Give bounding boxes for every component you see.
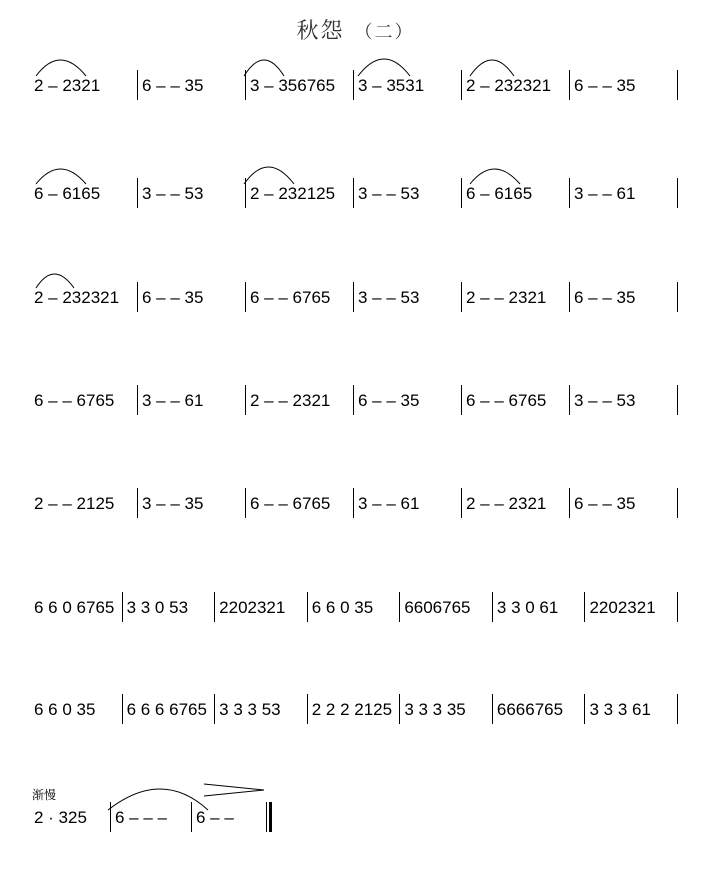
measure: 6 – – – xyxy=(111,802,192,832)
measure: 6 – – xyxy=(196,808,234,827)
measure: 2 – 232321 xyxy=(462,70,570,100)
measure: 2 – – 2125 xyxy=(32,488,138,518)
decrescendo-mark xyxy=(204,784,264,796)
score-row-1 xyxy=(32,70,678,114)
tempo-marking: 渐慢 xyxy=(32,788,57,802)
measure: 6 – – 6765 xyxy=(32,385,138,415)
measure: 2 – 232125 xyxy=(246,178,354,208)
measure: 6 – – 35 xyxy=(570,70,678,100)
measure: 3 3 3 35 xyxy=(400,694,493,724)
measure: 3 – 356765 xyxy=(246,70,354,100)
measure: 3 – – 53 xyxy=(138,178,246,208)
measure: 2 – – 2321 xyxy=(462,488,570,518)
measure: 3 – – 53 xyxy=(354,178,462,208)
measure: 3 – – 53 xyxy=(354,282,462,312)
measure: 6 – – 35 xyxy=(138,282,246,312)
measure: 6 – 6165 xyxy=(32,178,138,208)
measure: 3 – – 61 xyxy=(354,488,462,518)
measure: 6666765 xyxy=(493,694,586,724)
final-barline xyxy=(266,802,272,832)
measure: 6 6 0 35 xyxy=(32,694,123,724)
score-row-8 xyxy=(32,802,272,846)
measure: 6 – – 35 xyxy=(570,488,678,518)
measure: 6 – – 35 xyxy=(138,70,246,100)
title-text: 秋怨 xyxy=(296,19,345,44)
score-row-7 xyxy=(32,694,678,738)
measure: 3 3 3 61 xyxy=(585,694,678,724)
measure: 2 – – 2321 xyxy=(462,282,570,312)
measure: 2 – 2321 xyxy=(32,70,138,100)
page-title xyxy=(0,14,711,45)
measure: 2 2 2 2125 xyxy=(308,694,401,724)
measure: 6 – – 6765 xyxy=(246,488,354,518)
measure: 3 3 0 53 xyxy=(123,592,216,622)
measure: 3 – 3531 xyxy=(354,70,462,100)
measure: 6 – – 35 xyxy=(570,282,678,312)
score-row-2 xyxy=(32,178,678,222)
measure: 6 6 6 6765 xyxy=(123,694,216,724)
measure: 6606765 xyxy=(400,592,493,622)
score-row-4 xyxy=(32,385,678,429)
score-row-5 xyxy=(32,488,678,532)
measure: 6 – – 6765 xyxy=(462,385,570,415)
measure: 2 · 325 xyxy=(32,802,111,832)
measure: 2 – 232321 xyxy=(32,282,138,312)
measure: 6 – – 6765 xyxy=(246,282,354,312)
measure: 6 6 0 6765 xyxy=(32,592,123,622)
measure: 3 – – 61 xyxy=(138,385,246,415)
measure: 3 3 3 53 xyxy=(215,694,308,724)
score-row-3 xyxy=(32,282,678,326)
measure: 6 – – 35 xyxy=(354,385,462,415)
measure: 2 – – 2321 xyxy=(246,385,354,415)
measure: 2202321 xyxy=(215,592,308,622)
measure: 6 6 0 35 xyxy=(308,592,401,622)
measure: 3 – – 61 xyxy=(570,178,678,208)
measure: 3 – – 35 xyxy=(138,488,246,518)
measure: 3 3 0 61 xyxy=(493,592,586,622)
measure: 2202321 xyxy=(585,592,678,622)
measure: 3 – – 53 xyxy=(570,385,678,415)
measure: 6 – 6165 xyxy=(462,178,570,208)
title-subtitle: （二） xyxy=(354,22,415,43)
score-row-6 xyxy=(32,592,678,636)
